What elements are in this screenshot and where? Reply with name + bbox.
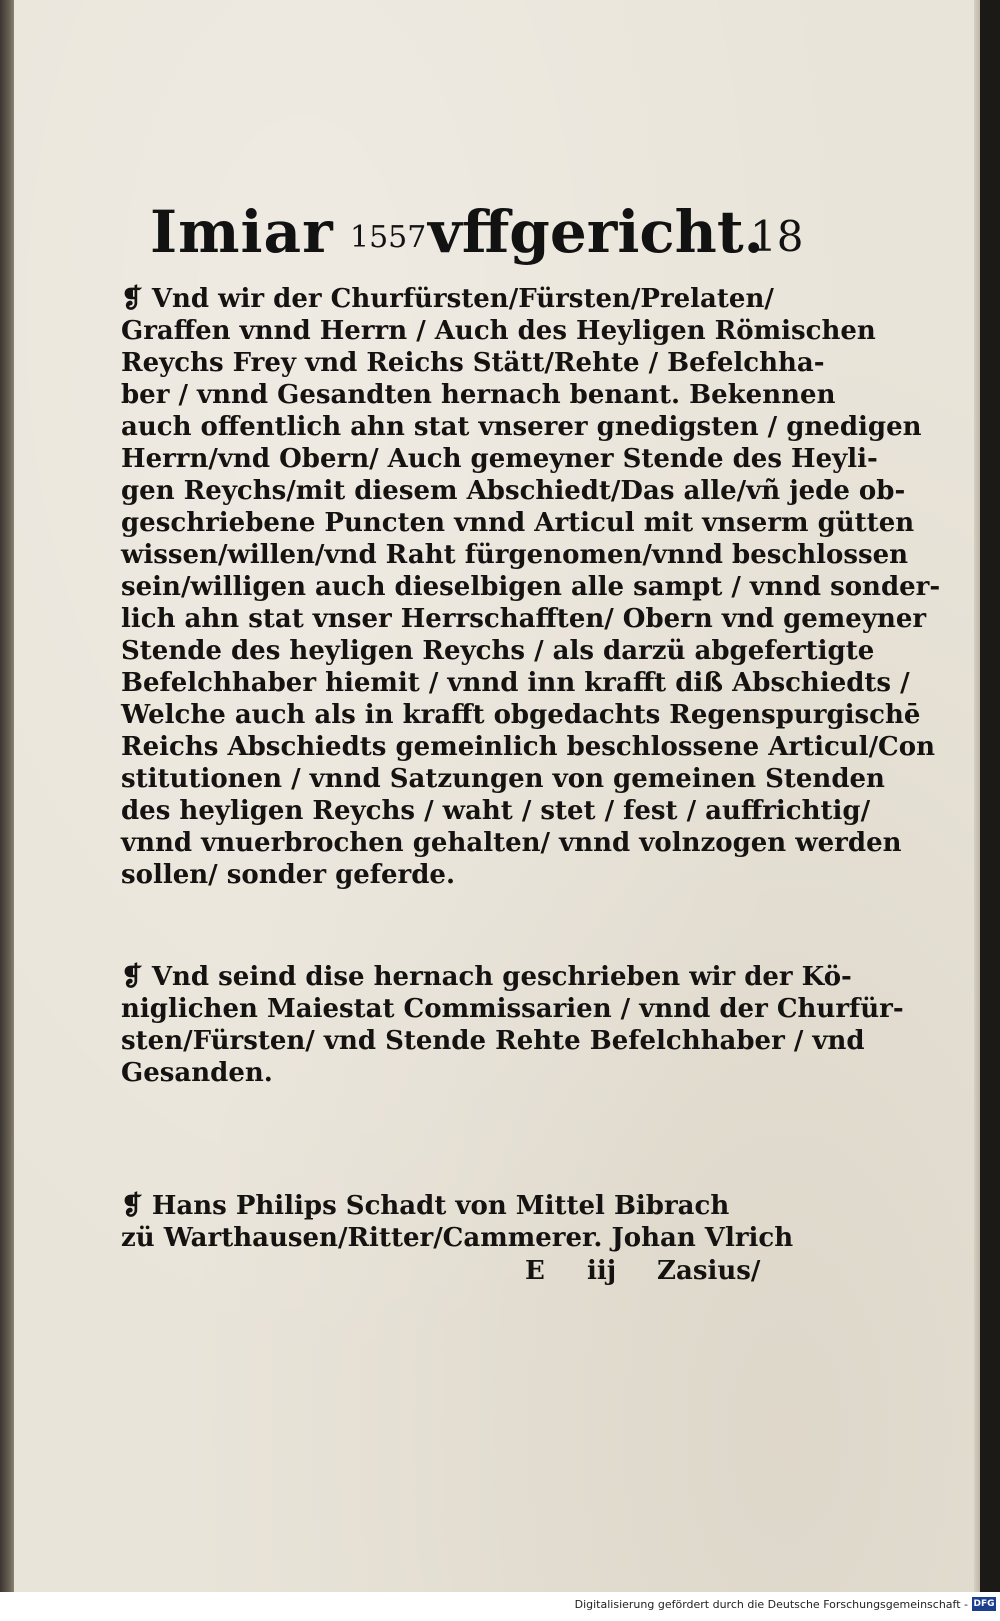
header-year: 1557	[350, 220, 427, 255]
paragraph-declaration	[121, 283, 941, 891]
text-line: zü Warthausen/Ritter/Cammerer. Johan Vlrich	[121, 1223, 794, 1253]
header-title-part1: Imiar	[150, 198, 334, 266]
paragraph-signatories	[121, 1190, 794, 1254]
text-line: des heyligen Reychs / waht / stet / fest / auffrichtig/	[121, 796, 871, 826]
text-line: geschriebene Puncten vnnd Articul mit vnserm gütten	[121, 508, 915, 538]
text-line: ❡ Hans Philips Schadt von Mittel Bibrach	[121, 1191, 730, 1221]
text-line: auch offentlich ahn stat vnserer gnedigsten / gnedigen	[121, 412, 922, 442]
text-line: Stende des heyligen Reychs / als darzü abgefertigte	[121, 636, 875, 666]
funding-credit: Digitalisierung gefördert durch die Deutsche Forschungsgemeinschaft -	[574, 1598, 968, 1611]
text-line: sein/willigen auch dieselbigen alle sampt / vnnd sonder-	[121, 572, 941, 602]
text-line: wissen/willen/vnd Raht fürgenomen/vnnd beschlossen	[121, 540, 909, 570]
header-title-part2: vffgericht.	[428, 198, 764, 266]
signature-number: iij	[587, 1256, 617, 1286]
text-line: ❡ Vnd seind dise hernach geschrieben wir der Kö-	[121, 962, 852, 992]
text-line: sten/Fürsten/ vnd Stende Rehte Befelchhaber / vnd	[121, 1026, 865, 1056]
text-line: sollen/ sonder geferde.	[121, 860, 456, 890]
text-line: ❡ Vnd wir der Churfürsten/Fürsten/Prelaten/	[121, 284, 774, 314]
book-spine	[0, 0, 14, 1592]
running-header	[150, 198, 810, 278]
text-line: ber / vnnd Gesandten hernach benant. Bekennen	[121, 380, 836, 410]
text-line: Herrn/vnd Obern/ Auch gemeyner Stende des Heyli-	[121, 444, 878, 474]
footer-bar	[0, 1594, 1000, 1621]
text-line: Gesanden.	[121, 1058, 273, 1088]
page-edge	[974, 0, 980, 1592]
text-line: stitutionen / vnnd Satzungen von gemeinen Stenden	[121, 764, 885, 794]
text-line: Befelchhaber hiemit / vnnd inn krafft diß Abschiedts /	[121, 668, 910, 698]
signature-mark: E	[525, 1256, 545, 1286]
catchword: Zasius/	[657, 1256, 761, 1286]
signature-line	[525, 1256, 765, 1286]
text-line: Reichs Abschiedts gemeinlich beschlossene Articul/Con	[121, 732, 935, 762]
text-line: niglichen Maiestat Commissarien / vnnd der Churfür-	[121, 994, 904, 1024]
text-line: lich ahn stat vnser Herrschafften/ Obern vnd gemeyner	[121, 604, 927, 634]
paragraph-commissioners	[121, 961, 904, 1089]
text-line: gen Reychs/mit diesem Abschiedt/Das alle/vñ jede ob-	[121, 476, 906, 506]
text-line: Graffen vnnd Herrn / Auch des Heyligen Römischen	[121, 316, 876, 346]
text-line: vnnd vnuerbrochen gehalten/ vnnd volnzogen werden	[121, 828, 902, 858]
dfg-logo: DFG	[973, 1599, 995, 1609]
folio-number: 18	[750, 212, 804, 261]
text-line: Welche auch als in krafft obgedachts Regenspurgischē	[121, 700, 921, 730]
text-line: Reychs Frey vnd Reichs Stätt/Rehte / Befelchha-	[121, 348, 825, 378]
